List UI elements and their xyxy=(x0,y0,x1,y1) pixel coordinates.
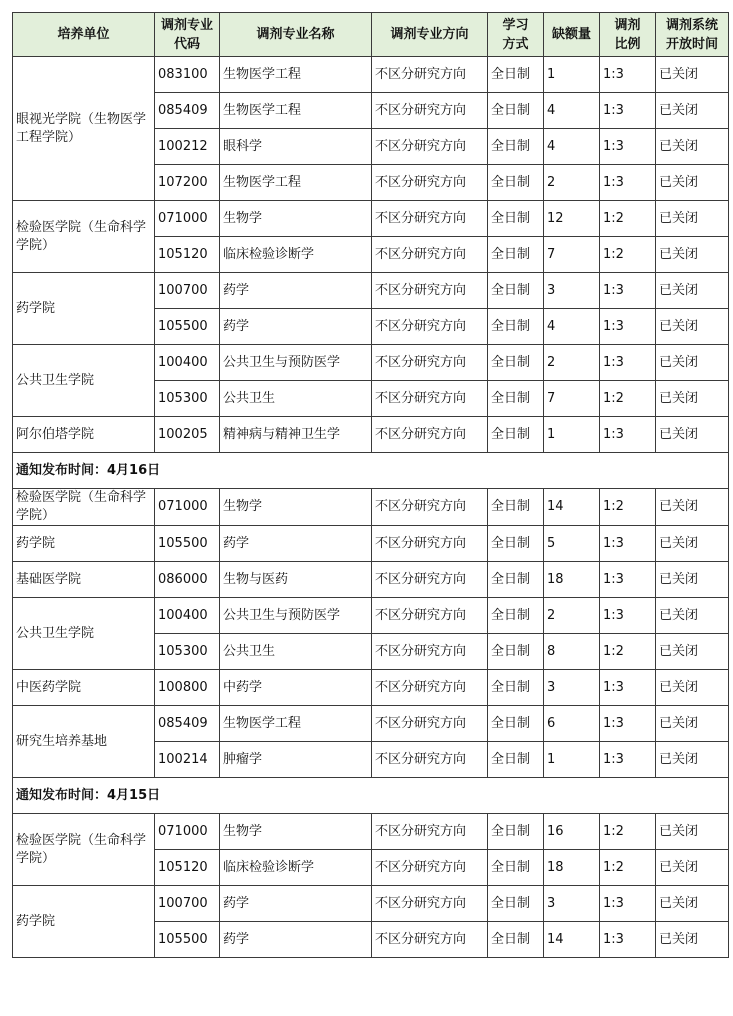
cell-ratio: 1:3 xyxy=(600,922,656,958)
cell-system-status: 已关闭 xyxy=(656,850,729,886)
cell-vacancy: 7 xyxy=(544,381,600,417)
cell-unit: 药学院 xyxy=(13,886,155,958)
table-body xyxy=(13,57,729,958)
cell-system-status: 已关闭 xyxy=(656,237,729,273)
cell-vacancy: 1 xyxy=(544,417,600,453)
cell-vacancy: 4 xyxy=(544,129,600,165)
header-label: 开放时间 xyxy=(665,36,718,52)
header-label: 调剂 xyxy=(614,17,641,33)
cell-direction: 不区分研究方向 xyxy=(372,381,488,417)
table-row xyxy=(13,57,729,93)
cell-code: 105500 xyxy=(155,526,220,562)
cell-system-status: 已关闭 xyxy=(656,814,729,850)
header-col-direction xyxy=(372,13,488,57)
cell-direction: 不区分研究方向 xyxy=(372,345,488,381)
cell-direction: 不区分研究方向 xyxy=(372,57,488,93)
cell-study-mode: 全日制 xyxy=(488,489,544,526)
cell-direction: 不区分研究方向 xyxy=(372,93,488,129)
cell-ratio: 1:3 xyxy=(600,886,656,922)
cell-ratio: 1:3 xyxy=(600,93,656,129)
cell-vacancy: 6 xyxy=(544,706,600,742)
cell-major: 药学 xyxy=(220,922,372,958)
cell-major: 临床检验诊断学 xyxy=(220,237,372,273)
cell-vacancy: 5 xyxy=(544,526,600,562)
cell-study-mode: 全日制 xyxy=(488,93,544,129)
cell-system-status: 已关闭 xyxy=(656,634,729,670)
cell-ratio: 1:3 xyxy=(600,742,656,778)
cell-system-status: 已关闭 xyxy=(656,381,729,417)
table-row xyxy=(13,201,729,237)
cell-vacancy: 3 xyxy=(544,670,600,706)
cell-study-mode: 全日制 xyxy=(488,309,544,345)
cell-system-status: 已关闭 xyxy=(656,273,729,309)
header-col-major xyxy=(220,13,372,57)
cell-study-mode: 全日制 xyxy=(488,165,544,201)
cell-direction: 不区分研究方向 xyxy=(372,309,488,345)
cell-direction: 不区分研究方向 xyxy=(372,814,488,850)
table-row xyxy=(13,526,729,562)
cell-direction: 不区分研究方向 xyxy=(372,634,488,670)
adjustment-table xyxy=(12,12,729,958)
table-row xyxy=(13,670,729,706)
cell-unit: 药学院 xyxy=(13,526,155,562)
cell-major: 眼科学 xyxy=(220,129,372,165)
cell-code: 105300 xyxy=(155,381,220,417)
cell-study-mode: 全日制 xyxy=(488,381,544,417)
cell-study-mode: 全日制 xyxy=(488,201,544,237)
cell-major: 生物学 xyxy=(220,814,372,850)
header-col-system-status xyxy=(656,13,729,57)
table-row xyxy=(13,562,729,598)
cell-direction: 不区分研究方向 xyxy=(372,237,488,273)
cell-study-mode: 全日制 xyxy=(488,634,544,670)
cell-direction: 不区分研究方向 xyxy=(372,129,488,165)
cell-system-status: 已关闭 xyxy=(656,201,729,237)
table-row xyxy=(13,417,729,453)
header-label: 调剂专业名称 xyxy=(256,27,335,42)
notice-date: 通知发布时间：4月16日 xyxy=(13,453,729,489)
cell-study-mode: 全日制 xyxy=(488,598,544,634)
header-label: 调剂系统 xyxy=(665,17,718,33)
cell-system-status: 已关闭 xyxy=(656,489,729,526)
cell-major: 肿瘤学 xyxy=(220,742,372,778)
cell-code: 071000 xyxy=(155,814,220,850)
cell-ratio: 1:3 xyxy=(600,562,656,598)
cell-code: 083100 xyxy=(155,57,220,93)
table-row xyxy=(13,273,729,309)
header-col-study-mode xyxy=(488,13,544,57)
cell-major: 药学 xyxy=(220,309,372,345)
cell-system-status: 已关闭 xyxy=(656,598,729,634)
cell-study-mode: 全日制 xyxy=(488,706,544,742)
cell-unit: 检验医学院（生命科学学院） xyxy=(13,814,155,886)
cell-code: 100400 xyxy=(155,598,220,634)
cell-vacancy: 14 xyxy=(544,489,600,526)
cell-major: 中药学 xyxy=(220,670,372,706)
header-label: 比例 xyxy=(614,36,641,52)
cell-unit: 眼视光学院（生物医学工程学院） xyxy=(13,57,155,201)
header-label: 调剂专业方向 xyxy=(390,27,469,42)
cell-system-status: 已关闭 xyxy=(656,670,729,706)
table-row xyxy=(13,886,729,922)
cell-direction: 不区分研究方向 xyxy=(372,598,488,634)
header-col-unit xyxy=(13,13,155,57)
cell-major: 生物医学工程 xyxy=(220,93,372,129)
cell-vacancy: 14 xyxy=(544,922,600,958)
cell-vacancy: 16 xyxy=(544,814,600,850)
cell-major: 临床检验诊断学 xyxy=(220,850,372,886)
cell-study-mode: 全日制 xyxy=(488,345,544,381)
cell-major: 药学 xyxy=(220,886,372,922)
cell-code: 071000 xyxy=(155,489,220,526)
cell-system-status: 已关闭 xyxy=(656,562,729,598)
table-header-row xyxy=(13,13,729,57)
cell-system-status: 已关闭 xyxy=(656,129,729,165)
cell-vacancy: 3 xyxy=(544,273,600,309)
cell-code: 100205 xyxy=(155,417,220,453)
cell-direction: 不区分研究方向 xyxy=(372,742,488,778)
cell-code: 105120 xyxy=(155,850,220,886)
cell-code: 105120 xyxy=(155,237,220,273)
cell-ratio: 1:2 xyxy=(600,850,656,886)
cell-direction: 不区分研究方向 xyxy=(372,706,488,742)
cell-code: 100700 xyxy=(155,886,220,922)
cell-direction: 不区分研究方向 xyxy=(372,201,488,237)
cell-ratio: 1:2 xyxy=(600,489,656,526)
cell-study-mode: 全日制 xyxy=(488,922,544,958)
cell-direction: 不区分研究方向 xyxy=(372,850,488,886)
cell-ratio: 1:3 xyxy=(600,670,656,706)
cell-code: 100212 xyxy=(155,129,220,165)
cell-vacancy: 12 xyxy=(544,201,600,237)
cell-vacancy: 4 xyxy=(544,93,600,129)
cell-vacancy: 8 xyxy=(544,634,600,670)
cell-vacancy: 2 xyxy=(544,165,600,201)
cell-ratio: 1:2 xyxy=(600,634,656,670)
cell-vacancy: 4 xyxy=(544,309,600,345)
cell-major: 公共卫生 xyxy=(220,381,372,417)
table-row xyxy=(13,814,729,850)
cell-vacancy: 18 xyxy=(544,850,600,886)
cell-unit: 公共卫生学院 xyxy=(13,345,155,417)
cell-system-status: 已关闭 xyxy=(656,57,729,93)
cell-major: 公共卫生与预防医学 xyxy=(220,345,372,381)
cell-code: 105500 xyxy=(155,922,220,958)
cell-study-mode: 全日制 xyxy=(488,417,544,453)
table-row xyxy=(13,345,729,381)
cell-major: 公共卫生 xyxy=(220,634,372,670)
cell-system-status: 已关闭 xyxy=(656,345,729,381)
cell-vacancy: 18 xyxy=(544,562,600,598)
cell-major: 药学 xyxy=(220,273,372,309)
cell-unit: 检验医学院（生命科学学院） xyxy=(13,489,155,526)
cell-study-mode: 全日制 xyxy=(488,670,544,706)
cell-system-status: 已关闭 xyxy=(656,706,729,742)
cell-direction: 不区分研究方向 xyxy=(372,489,488,526)
cell-code: 086000 xyxy=(155,562,220,598)
cell-major: 药学 xyxy=(220,526,372,562)
cell-vacancy: 1 xyxy=(544,57,600,93)
cell-code: 071000 xyxy=(155,201,220,237)
cell-major: 公共卫生与预防医学 xyxy=(220,598,372,634)
cell-unit: 阿尔伯塔学院 xyxy=(13,417,155,453)
cell-unit: 公共卫生学院 xyxy=(13,598,155,670)
cell-ratio: 1:2 xyxy=(600,814,656,850)
cell-system-status: 已关闭 xyxy=(656,309,729,345)
cell-unit: 基础医学院 xyxy=(13,562,155,598)
cell-major: 生物与医药 xyxy=(220,562,372,598)
cell-ratio: 1:3 xyxy=(600,706,656,742)
cell-vacancy: 3 xyxy=(544,886,600,922)
cell-ratio: 1:3 xyxy=(600,273,656,309)
cell-system-status: 已关闭 xyxy=(656,886,729,922)
cell-vacancy: 1 xyxy=(544,742,600,778)
cell-code: 100214 xyxy=(155,742,220,778)
cell-ratio: 1:3 xyxy=(600,129,656,165)
cell-code: 105300 xyxy=(155,634,220,670)
cell-major: 生物医学工程 xyxy=(220,165,372,201)
cell-ratio: 1:3 xyxy=(600,345,656,381)
cell-ratio: 1:3 xyxy=(600,165,656,201)
header-col-ratio xyxy=(600,13,656,57)
cell-system-status: 已关闭 xyxy=(656,742,729,778)
cell-direction: 不区分研究方向 xyxy=(372,273,488,309)
cell-major: 生物医学工程 xyxy=(220,57,372,93)
cell-direction: 不区分研究方向 xyxy=(372,417,488,453)
cell-direction: 不区分研究方向 xyxy=(372,922,488,958)
cell-ratio: 1:3 xyxy=(600,598,656,634)
cell-study-mode: 全日制 xyxy=(488,273,544,309)
table-row xyxy=(13,706,729,742)
cell-ratio: 1:2 xyxy=(600,237,656,273)
cell-code: 100800 xyxy=(155,670,220,706)
cell-study-mode: 全日制 xyxy=(488,742,544,778)
cell-system-status: 已关闭 xyxy=(656,922,729,958)
cell-ratio: 1:3 xyxy=(600,309,656,345)
cell-system-status: 已关闭 xyxy=(656,93,729,129)
cell-major: 生物学 xyxy=(220,489,372,526)
cell-ratio: 1:3 xyxy=(600,526,656,562)
cell-direction: 不区分研究方向 xyxy=(372,165,488,201)
cell-code: 085409 xyxy=(155,706,220,742)
cell-study-mode: 全日制 xyxy=(488,237,544,273)
cell-unit: 中医药学院 xyxy=(13,670,155,706)
cell-direction: 不区分研究方向 xyxy=(372,562,488,598)
cell-ratio: 1:3 xyxy=(600,57,656,93)
cell-study-mode: 全日制 xyxy=(488,562,544,598)
cell-study-mode: 全日制 xyxy=(488,886,544,922)
header-label: 调剂专业 xyxy=(160,17,213,33)
header-label: 学习 xyxy=(502,17,529,33)
cell-ratio: 1:2 xyxy=(600,201,656,237)
cell-study-mode: 全日制 xyxy=(488,526,544,562)
cell-ratio: 1:2 xyxy=(600,381,656,417)
cell-study-mode: 全日制 xyxy=(488,850,544,886)
cell-system-status: 已关闭 xyxy=(656,165,729,201)
table-row xyxy=(13,489,729,526)
header-label: 方式 xyxy=(502,36,529,52)
cell-major: 精神病与精神卫生学 xyxy=(220,417,372,453)
cell-study-mode: 全日制 xyxy=(488,814,544,850)
notice-date: 通知发布时间：4月15日 xyxy=(13,778,729,814)
cell-code: 100700 xyxy=(155,273,220,309)
header-col-code xyxy=(155,13,220,57)
cell-system-status: 已关闭 xyxy=(656,526,729,562)
cell-vacancy: 2 xyxy=(544,345,600,381)
notice-row xyxy=(13,778,729,814)
cell-ratio: 1:3 xyxy=(600,417,656,453)
cell-system-status: 已关闭 xyxy=(656,417,729,453)
cell-direction: 不区分研究方向 xyxy=(372,886,488,922)
cell-unit: 药学院 xyxy=(13,273,155,345)
cell-code: 100400 xyxy=(155,345,220,381)
cell-unit: 研究生培养基地 xyxy=(13,706,155,778)
cell-vacancy: 7 xyxy=(544,237,600,273)
cell-study-mode: 全日制 xyxy=(488,57,544,93)
cell-code: 107200 xyxy=(155,165,220,201)
cell-vacancy: 2 xyxy=(544,598,600,634)
header-col-vacancy xyxy=(544,13,600,57)
header-label: 缺额量 xyxy=(551,27,591,42)
cell-direction: 不区分研究方向 xyxy=(372,670,488,706)
cell-major: 生物学 xyxy=(220,201,372,237)
cell-unit: 检验医学院（生命科学学院） xyxy=(13,201,155,273)
cell-direction: 不区分研究方向 xyxy=(372,526,488,562)
cell-code: 085409 xyxy=(155,93,220,129)
header-label: 代码 xyxy=(173,36,200,52)
cell-major: 生物医学工程 xyxy=(220,706,372,742)
cell-study-mode: 全日制 xyxy=(488,129,544,165)
header-label: 培养单位 xyxy=(57,27,110,42)
notice-row xyxy=(13,453,729,489)
cell-code: 105500 xyxy=(155,309,220,345)
table-row xyxy=(13,598,729,634)
